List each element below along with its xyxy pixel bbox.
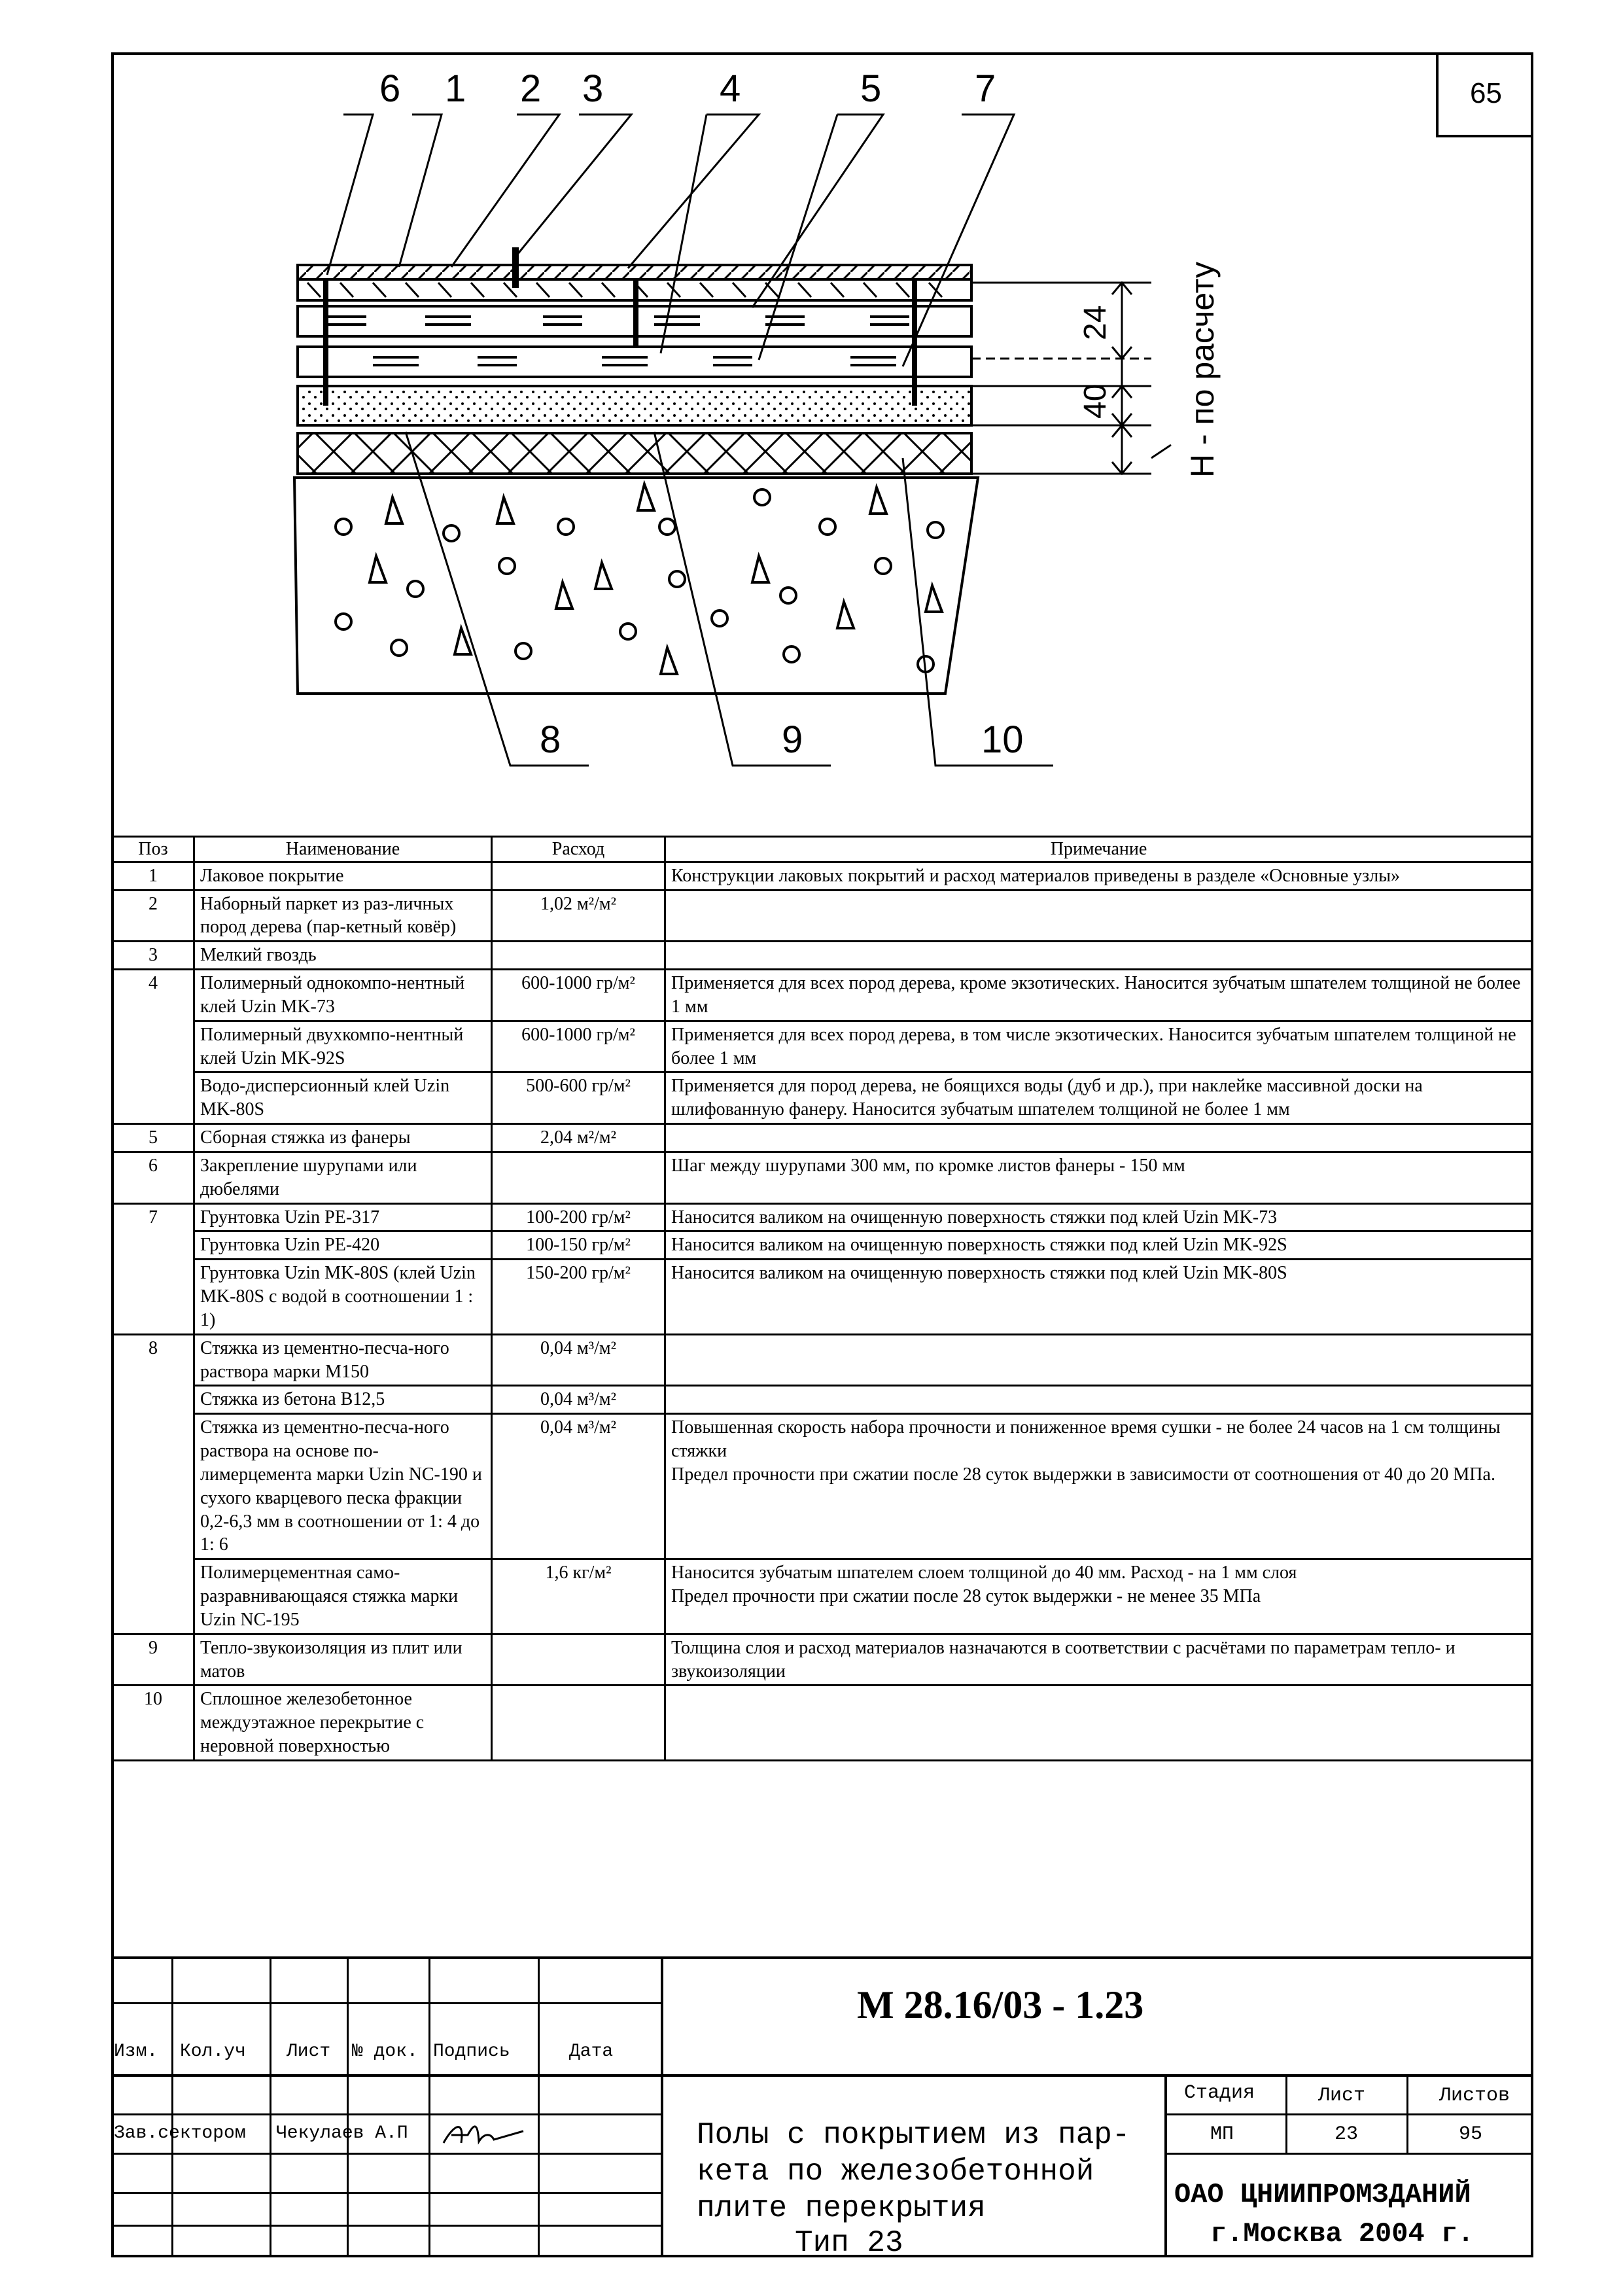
- document-code: М 28.16/03 - 1.23: [857, 1983, 1144, 2026]
- row-pos: 4: [113, 970, 194, 1021]
- row-note: [665, 1686, 1533, 1760]
- row-note: [665, 890, 1533, 942]
- screed-layer: [298, 386, 971, 425]
- plywood-lower: [298, 347, 971, 377]
- row-rate: 600-1000 гр/м²: [492, 970, 665, 1021]
- table-row: [113, 1072, 1533, 1124]
- callout-7: 7: [975, 67, 996, 110]
- city-year: г.Москва 2004 г.: [1210, 2218, 1475, 2250]
- role-label: Зав.сектором: [114, 2123, 246, 2144]
- row-rate: [492, 1152, 665, 1203]
- row-pos: 8: [113, 1334, 194, 1386]
- row-note: Наносится валиком на очищенную поверхность стяжки под клей Uzin MK-73: [665, 1203, 1533, 1231]
- row-note: Конструкции лаковых покрытий и расход материалов приведены в разделе «Основные узлы»: [665, 862, 1533, 890]
- dimension-lines: [971, 283, 1171, 474]
- row-pos: 1: [113, 862, 194, 890]
- height-note: H - по расчету: [1184, 261, 1221, 478]
- row-note: Применяется для пород дерева, не боящихся воды (дуб и др.), при наклейке массивной доски на шлифованную фанеру. Наносится зубчатым шпателем толщиной не более 1 мм: [665, 1072, 1533, 1124]
- callout-1: 1: [445, 67, 466, 110]
- row-pos: 3: [113, 942, 194, 970]
- table-row: [113, 1634, 1533, 1686]
- row-rate: 0,04 м³/м²: [492, 1414, 665, 1559]
- top-callouts: [379, 67, 996, 110]
- row-note: Шаг между шурупами 300 мм, по кромке листов фанеры - 150 мм: [665, 1152, 1533, 1203]
- sheets-label: Листов: [1439, 2085, 1510, 2107]
- insulation-layer: [298, 433, 971, 474]
- bottom-leaders: [406, 432, 1053, 766]
- col-label-sign: Подпись: [433, 2041, 510, 2062]
- row-name: Стяжка из цементно-песча-ного раствора марки М150: [194, 1334, 492, 1386]
- row-pos: [113, 1072, 194, 1124]
- row-rate: 500-600 гр/м²: [492, 1072, 665, 1124]
- row-name: Полимерцементная само-разравнивающаяся стяжка марки Uzin NC-195: [194, 1559, 492, 1634]
- row-note: [665, 1386, 1533, 1414]
- drawing-title-line-1: Полы с покрытием из пар-: [697, 2118, 1130, 2152]
- sheets-value: 95: [1459, 2123, 1483, 2146]
- row-note: Применяется для всех пород дерева, кроме экзотических. Наносится зубчатым шпателем толщиной не более 1 мм: [665, 970, 1533, 1021]
- table-row: [113, 1021, 1533, 1072]
- table-row: [113, 1231, 1533, 1260]
- row-note: [665, 1124, 1533, 1152]
- callout-2: 2: [520, 67, 542, 110]
- row-pos: [113, 1231, 194, 1260]
- row-name: Стяжка из бетона В12,5: [194, 1386, 492, 1414]
- specification-table: [111, 836, 1533, 1761]
- row-pos: [113, 1414, 194, 1559]
- row-pos: 2: [113, 890, 194, 942]
- row-name: Тепло-звукоизоляция из плит или матов: [194, 1634, 492, 1686]
- drawing-title-line-2: кета по железобетонной: [697, 2155, 1094, 2189]
- row-rate: 600-1000 гр/м²: [492, 1021, 665, 1072]
- table-row: [113, 1152, 1533, 1203]
- table-row: [113, 942, 1533, 970]
- row-name: Лаковое покрытие: [194, 862, 492, 890]
- row-name: Полимерный однокомпо-нентный клей Uzin MK-73: [194, 970, 492, 1021]
- row-rate: 0,04 м³/м²: [492, 1386, 665, 1414]
- dim-24: 24: [1078, 305, 1113, 340]
- row-name: Мелкий гвоздь: [194, 942, 492, 970]
- row-pos: 6: [113, 1152, 194, 1203]
- table-row: [113, 1386, 1533, 1414]
- col-label-change: Изм.: [114, 2041, 158, 2062]
- table-row: [113, 1414, 1533, 1559]
- table-row: [113, 1559, 1533, 1634]
- table-row: [113, 1260, 1533, 1334]
- row-name: Сплошное железобетонное междуэтажное перекрытие с неровной поверхностью: [194, 1686, 492, 1760]
- col-label-qty: Кол.уч: [180, 2041, 246, 2062]
- row-rate: 1,6 кг/м²: [492, 1559, 665, 1634]
- row-pos: [113, 1559, 194, 1634]
- row-name: Водо-дисперсионный клей Uzin MK-80S: [194, 1072, 492, 1124]
- title-block: [111, 1956, 1533, 2260]
- row-rate: 0,04 м³/м²: [492, 1334, 665, 1386]
- table-row: [113, 890, 1533, 942]
- row-rate: [492, 862, 665, 890]
- col-label-doc: № док.: [352, 2041, 418, 2062]
- signature: [438, 2117, 530, 2149]
- person-name: Чекулаев А.П: [276, 2123, 408, 2144]
- sheet-number: 65: [1470, 77, 1502, 109]
- row-pos: [113, 1021, 194, 1072]
- callout-5: 5: [860, 67, 882, 110]
- row-note: [665, 1334, 1533, 1386]
- row-pos: 5: [113, 1124, 194, 1152]
- table-row: [113, 862, 1533, 890]
- row-rate: 2,04 м²/м²: [492, 1124, 665, 1152]
- row-note: Наносится зубчатым шпателем слоем толщиной до 40 мм. Расход - на 1 мм слоя Предел прочности при сжатии после 28 суток выдержки - не менее 35 МПа: [665, 1559, 1533, 1634]
- row-name: Стяжка из цементно-песча-ного раствора на основе по-лимерцемента марки Uzin NC-190 и сухого кварцевого песка фракции 0,2-6,3 мм в соотношении от 1: 4 до 1: 6: [194, 1414, 492, 1559]
- row-pos: 9: [113, 1634, 194, 1686]
- row-rate: 100-150 гр/м²: [492, 1231, 665, 1260]
- row-rate: 100-200 гр/м²: [492, 1203, 665, 1231]
- header-pos: Поз: [113, 837, 194, 862]
- table-row: [113, 1124, 1533, 1152]
- row-pos: [113, 1260, 194, 1334]
- sheet-label: Лист: [1318, 2085, 1366, 2107]
- drawing-title-type: Тип 23: [795, 2226, 903, 2260]
- row-note: Наносится валиком на очищенную поверхность стяжки под клей Uzin MK-80S: [665, 1260, 1533, 1334]
- table-row: [113, 1334, 1533, 1386]
- table-header-row: [113, 837, 1533, 862]
- row-rate: [492, 1686, 665, 1760]
- row-rate: [492, 1634, 665, 1686]
- row-name: Наборный паркет из раз-личных пород дерева (пар-кетный ковёр): [194, 890, 492, 942]
- floor-section-drawing: [0, 0, 1623, 811]
- row-note: Наносится валиком на очищенную поверхность стяжки под клей Uzin MK-92S: [665, 1231, 1533, 1260]
- row-name: Полимерный двухкомпо-нентный клей Uzin MK-92S: [194, 1021, 492, 1072]
- callout-6: 6: [379, 67, 401, 110]
- row-name: Грунтовка Uzin MK-80S (клей Uzin MK-80S с водой в соотношении 1 : 1): [194, 1260, 492, 1334]
- varnish-coat: [298, 265, 971, 279]
- row-note: Повышенная скорость набора прочности и пониженное время сушки - не более 24 часов на 1 см толщины стяжки Предел прочности при сжатии после 28 суток выдержки в зависимости от соотношения от 40 до 20 МПа.: [665, 1414, 1533, 1559]
- callout-10: 10: [981, 718, 1024, 761]
- stage-label: Стадия: [1184, 2082, 1255, 2104]
- callout-4: 4: [720, 67, 741, 110]
- concrete-aggregate: [336, 484, 943, 674]
- row-note: Толщина слоя и расход материалов назначаются в соответствии с расчётами по параметрам тепло- и звукоизоляции: [665, 1634, 1533, 1686]
- row-rate: 150-200 гр/м²: [492, 1260, 665, 1334]
- row-note: [665, 942, 1533, 970]
- row-rate: [492, 942, 665, 970]
- row-note: Применяется для всех пород дерева, в том числе экзотических. Наносится зубчатым шпателем толщиной не более 1 мм: [665, 1021, 1533, 1072]
- row-name: Сборная стяжка из фанеры: [194, 1124, 492, 1152]
- row-pos: 10: [113, 1686, 194, 1760]
- row-pos: [113, 1386, 194, 1414]
- row-name: Грунтовка Uzin PE-317: [194, 1203, 492, 1231]
- callout-3: 3: [582, 67, 604, 110]
- col-label-date: Дата: [569, 2041, 614, 2062]
- col-label-sheet: Лист: [287, 2041, 331, 2062]
- stage-value: МП: [1210, 2123, 1234, 2146]
- header-rate: Расход: [492, 837, 665, 862]
- bottom-callouts: [540, 718, 1024, 761]
- row-rate: 1,02 м²/м²: [492, 890, 665, 942]
- row-pos: 7: [113, 1203, 194, 1231]
- callout-8: 8: [540, 718, 561, 761]
- table-row: [113, 1686, 1533, 1760]
- header-note: Примечание: [665, 837, 1533, 862]
- table-row: [113, 970, 1533, 1021]
- dim-40: 40: [1078, 383, 1113, 419]
- dimension-labels: [1078, 262, 1221, 478]
- sheet-value: 23: [1335, 2123, 1359, 2146]
- drawing-title-line-3: плите перекрытия: [697, 2191, 986, 2225]
- header-name: Наименование: [194, 837, 492, 862]
- callout-9: 9: [782, 718, 803, 761]
- row-name: Закрепление шурупами или дюбелями: [194, 1152, 492, 1203]
- organization-name: ОАО ЦНИИПРОМЗДАНИЙ: [1174, 2179, 1471, 2210]
- table-row: [113, 1203, 1533, 1231]
- row-name: Грунтовка Uzin PE-420: [194, 1231, 492, 1260]
